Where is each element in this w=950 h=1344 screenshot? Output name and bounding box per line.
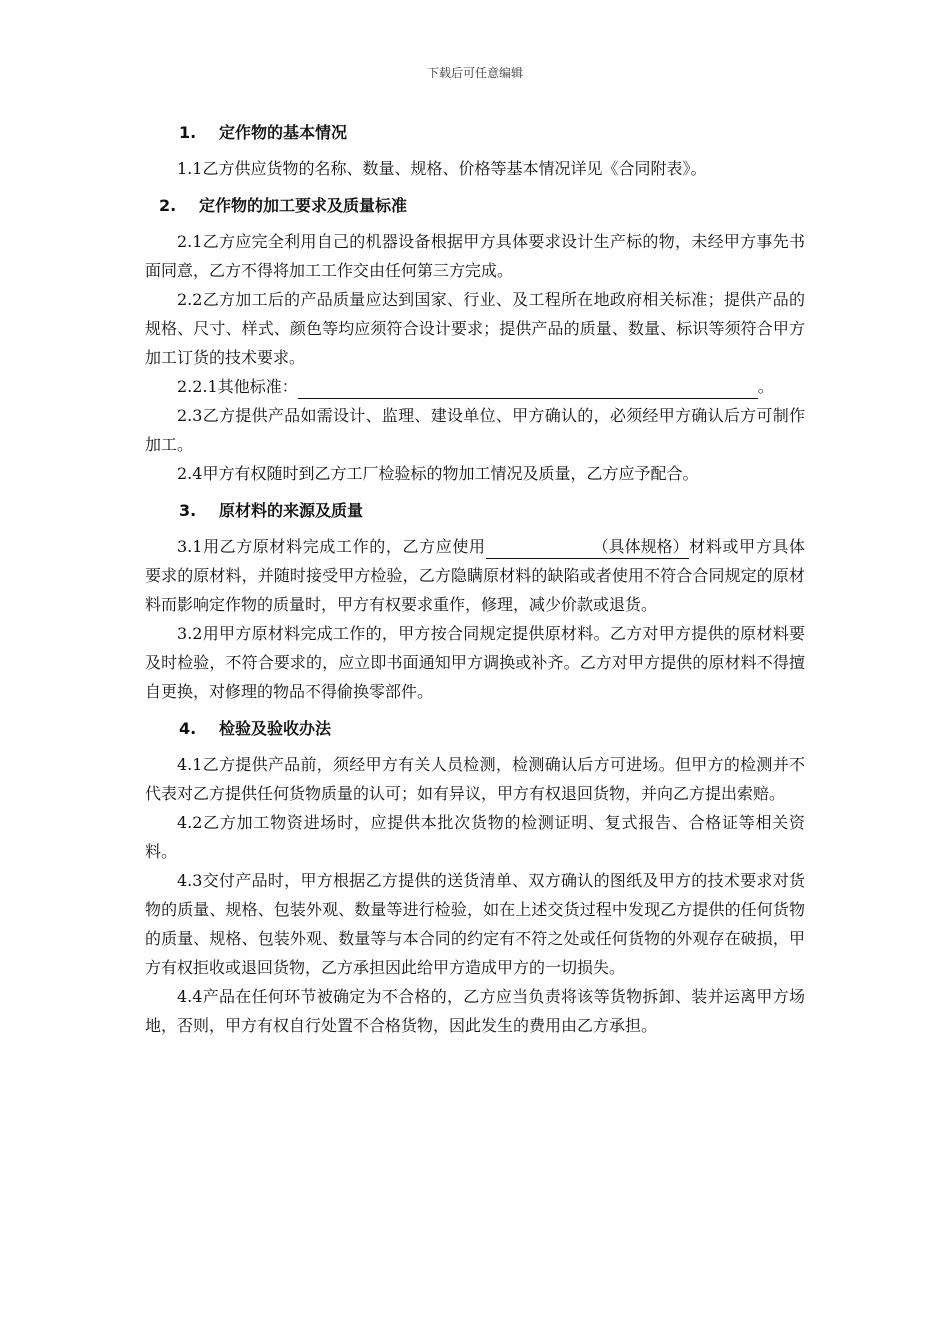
section-4-heading	[145, 714, 805, 744]
clause-end: 。	[757, 377, 774, 396]
clause-4-2: 4.2乙方加工物资进场时，应提供本批次货物的检测证明、复式报告、合格证等相关资料。	[145, 813, 805, 861]
clause-3-2: 3.2用甲方原材料完成工作的，甲方按合同规定提供原材料。乙方对甲方提供的原材料要及时检验，不符合要求的，应立即书面通知甲方调换或补齐。乙方对甲方提供的原材料不得擅自更换，对修理的物品不得偷换零部件。	[145, 624, 805, 701]
clause-4-1: 4.1乙方提供产品前，须经甲方有关人员检测，检测确认后方可进场。但甲方的检测并不代表对乙方提供任何货物质量的认可；如有异议，甲方有权退回货物，并向乙方提出索赔。	[145, 755, 805, 803]
section-1-heading	[145, 118, 805, 148]
section-number: 3.	[179, 501, 197, 520]
clause-label: 2.2.1其他标准：	[177, 377, 298, 396]
material-spec-blank[interactable]: （具体规格）	[486, 536, 689, 559]
other-standard-blank[interactable]	[298, 376, 758, 399]
section-title: 定作物的基本情况	[219, 123, 348, 142]
section-title: 检验及验收办法	[219, 719, 332, 738]
clause-3-1	[145, 532, 805, 619]
clause-2-4: 2.4甲方有权随时到乙方工厂检验标的物加工情况及质量，乙方应予配合。	[177, 464, 699, 483]
clause-2-1: 2.1乙方应完全利用自己的机器设备根据甲方具体要求设计生产标的物，未经甲方事先书面同意，乙方不得将加工工作交由任何第三方完成。	[145, 232, 805, 280]
contract-body	[145, 118, 805, 1040]
section-3-heading	[145, 496, 805, 526]
page-header: 下载后可任意编辑	[426, 66, 523, 80]
section-title: 原材料的来源及质量	[219, 501, 364, 520]
clause-2-2-1	[145, 372, 805, 401]
clause-4-3: 4.3交付产品时，甲方根据乙方提供的送货清单、双方确认的图纸及甲方的技术要求对货物的质量、规格、包装外观、数量等进行检验，如在上述交货过程中发现乙方提供的任何货物的质量、规格、包装外观、数量等与本合同的约定有不符之处或任何货物的外观存在破损，甲方有权拒收或退回货物，乙方承担因此给甲方造成甲方的一切损失。	[145, 871, 805, 977]
section-2-heading	[145, 191, 805, 221]
section-number: 4.	[179, 719, 197, 738]
section-number: 1.	[179, 123, 197, 142]
section-number: 2.	[159, 196, 177, 215]
clause-text-pre: 3.1用乙方原材料完成工作的，乙方应使用	[177, 537, 486, 556]
clause-4-4: 4.4产品在任何环节被确定为不合格的，乙方应当负责将该等货物拆卸、装并运离甲方场地，否则，甲方有权自行处置不合格货物，因此发生的费用由乙方承担。	[145, 987, 805, 1035]
clause-2-3: 2.3乙方提供产品如需设计、监理、建设单位、甲方确认的，必须经甲方确认后方可制作加工。	[145, 406, 805, 454]
clause-1-1: 1.1乙方供应货物的名称、数量、规格、价格等基本情况详见《合同附表》。	[177, 159, 707, 178]
clause-2-2: 2.2乙方加工后的产品质量应达到国家、行业、及工程所在地政府相关标准；提供产品的规格、尺寸、样式、颜色等均应须符合设计要求；提供产品的质量、数量、标识等须符合甲方加工订货的技术要求。	[145, 290, 805, 367]
clause-text-post: 材料或甲方具体要求的原材料，并随时接受甲方检验，乙方隐瞒原材料的缺陷或者使用不符合合同规定的原材料而影响定作物的质量时，甲方有权要求重作，修理，减少价款或退货。	[145, 537, 805, 614]
section-title: 定作物的加工要求及质量标准	[199, 196, 408, 215]
